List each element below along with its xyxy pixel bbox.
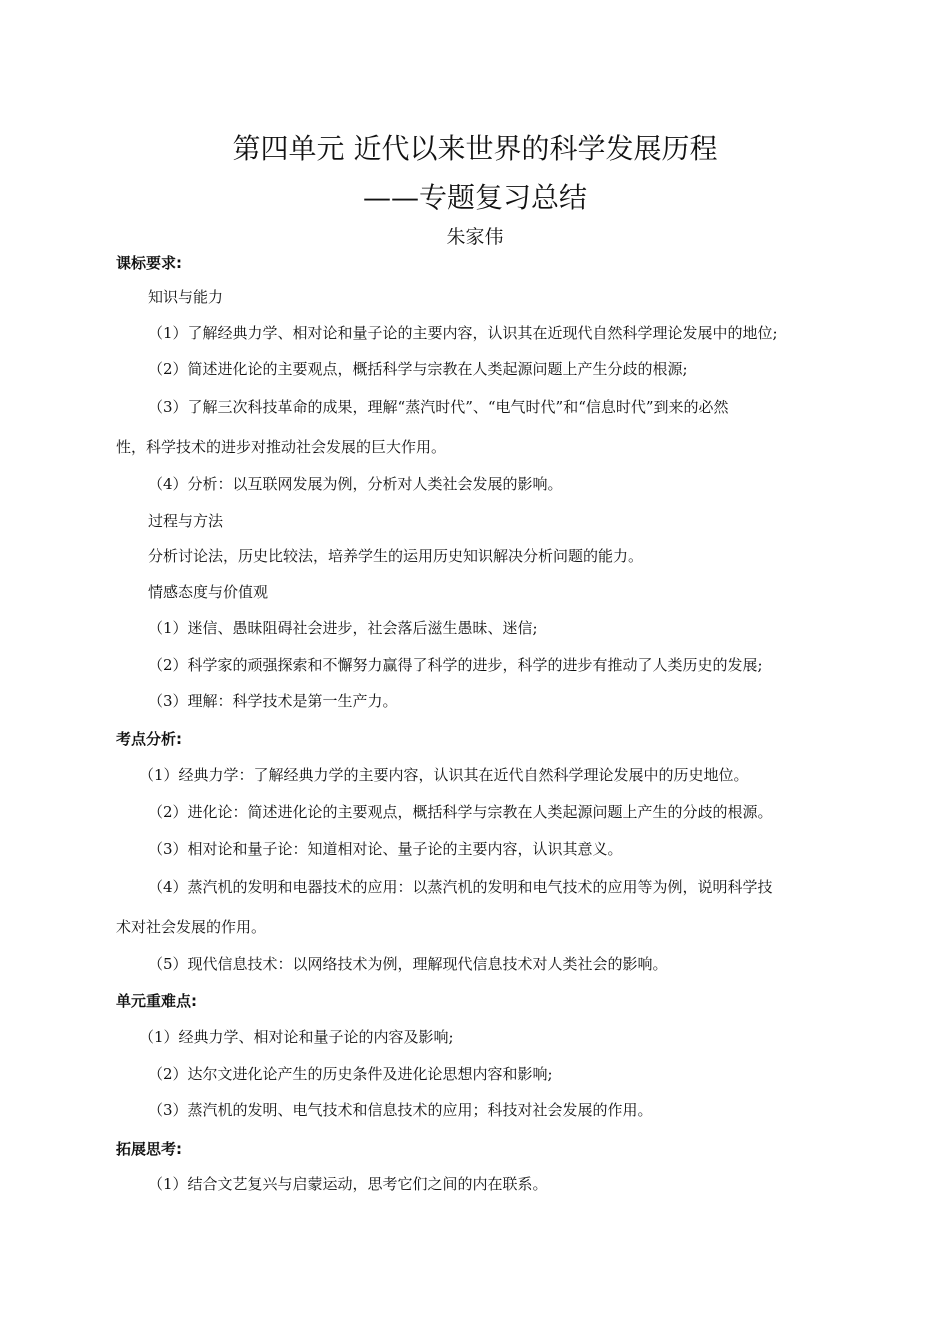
list-item-continuation: 性，科学技术的进步对推动社会发展的巨大作用。 [116, 438, 447, 456]
list-item: （3）相对论和量子论：知道相对论、量子论的主要内容，认识其意义。 [148, 840, 623, 858]
section-heading-analysis: 考点分析: [116, 730, 182, 748]
subsection-label-attitude: 情感态度与价值观 [148, 583, 269, 601]
document-title: 第四单元 近代以来世界的科学发展历程 [232, 132, 718, 165]
list-item: （2）科学家的顽强探索和不懈努力赢得了科学的进步，科学的进步有推动了人类历史的发展; [148, 656, 763, 674]
subsection-label-process: 过程与方法 [148, 512, 224, 530]
list-item: （3）蒸汽机的发明、电气技术和信息技术的应用；科技对社会发展的作用。 [148, 1101, 653, 1119]
list-item: （1）迷信、愚昧阻碍社会进步，社会落后滋生愚昧、迷信; [148, 619, 538, 637]
section-heading-requirements: 课标要求: [116, 254, 182, 272]
list-item: （5）现代信息技术：以网络技术为例，理解现代信息技术对人类社会的影响。 [148, 955, 668, 973]
list-item: （1）经典力学：了解经典力学的主要内容，认识其在近代自然科学理论发展中的历史地位。 [139, 766, 749, 784]
list-item-continuation: 术对社会发展的作用。 [116, 918, 267, 936]
list-item: （2）进化论：简述进化论的主要观点，概括科学与宗教在人类起源问题上产生的分歧的根源。 [148, 803, 773, 821]
list-item: （1）经典力学、相对论和量子论的内容及影响; [139, 1028, 454, 1046]
list-item: （2）简述进化论的主要观点，概括科学与宗教在人类起源问题上产生分歧的根源; [148, 360, 688, 378]
section-heading-key-points: 单元重难点: [116, 992, 197, 1010]
list-item: （1）了解经典力学、相对论和量子论的主要内容，认识其在近现代自然科学理论发展中的地位; [148, 324, 778, 342]
list-item: （3）了解三次科技革命的成果，理解“蒸汽时代”、“电气时代”和“信息时代”到来的必然 [148, 398, 729, 416]
paragraph-process: 分析讨论法，历史比较法，培养学生的运用历史知识解决分析问题的能力。 [148, 547, 644, 565]
document-author: 朱家伟 [446, 226, 504, 248]
list-item: （1）结合文艺复兴与启蒙运动，思考它们之间的内在联系。 [148, 1175, 548, 1193]
document-subtitle: ——专题复习总结 [362, 181, 587, 214]
list-item: （4）蒸汽机的发明和电器技术的应用：以蒸汽机的发明和电气技术的应用等为例，说明科学技 [148, 878, 773, 896]
list-item: （2）达尔文进化论产生的历史条件及进化论思想内容和影响; [148, 1065, 553, 1083]
section-heading-extension: 拓展思考: [116, 1140, 182, 1158]
list-item: （3）理解：科学技术是第一生产力。 [148, 692, 398, 710]
list-item: （4）分析：以互联网发展为例，分析对人类社会发展的影响。 [148, 475, 563, 493]
subsection-label-knowledge: 知识与能力 [148, 288, 224, 306]
